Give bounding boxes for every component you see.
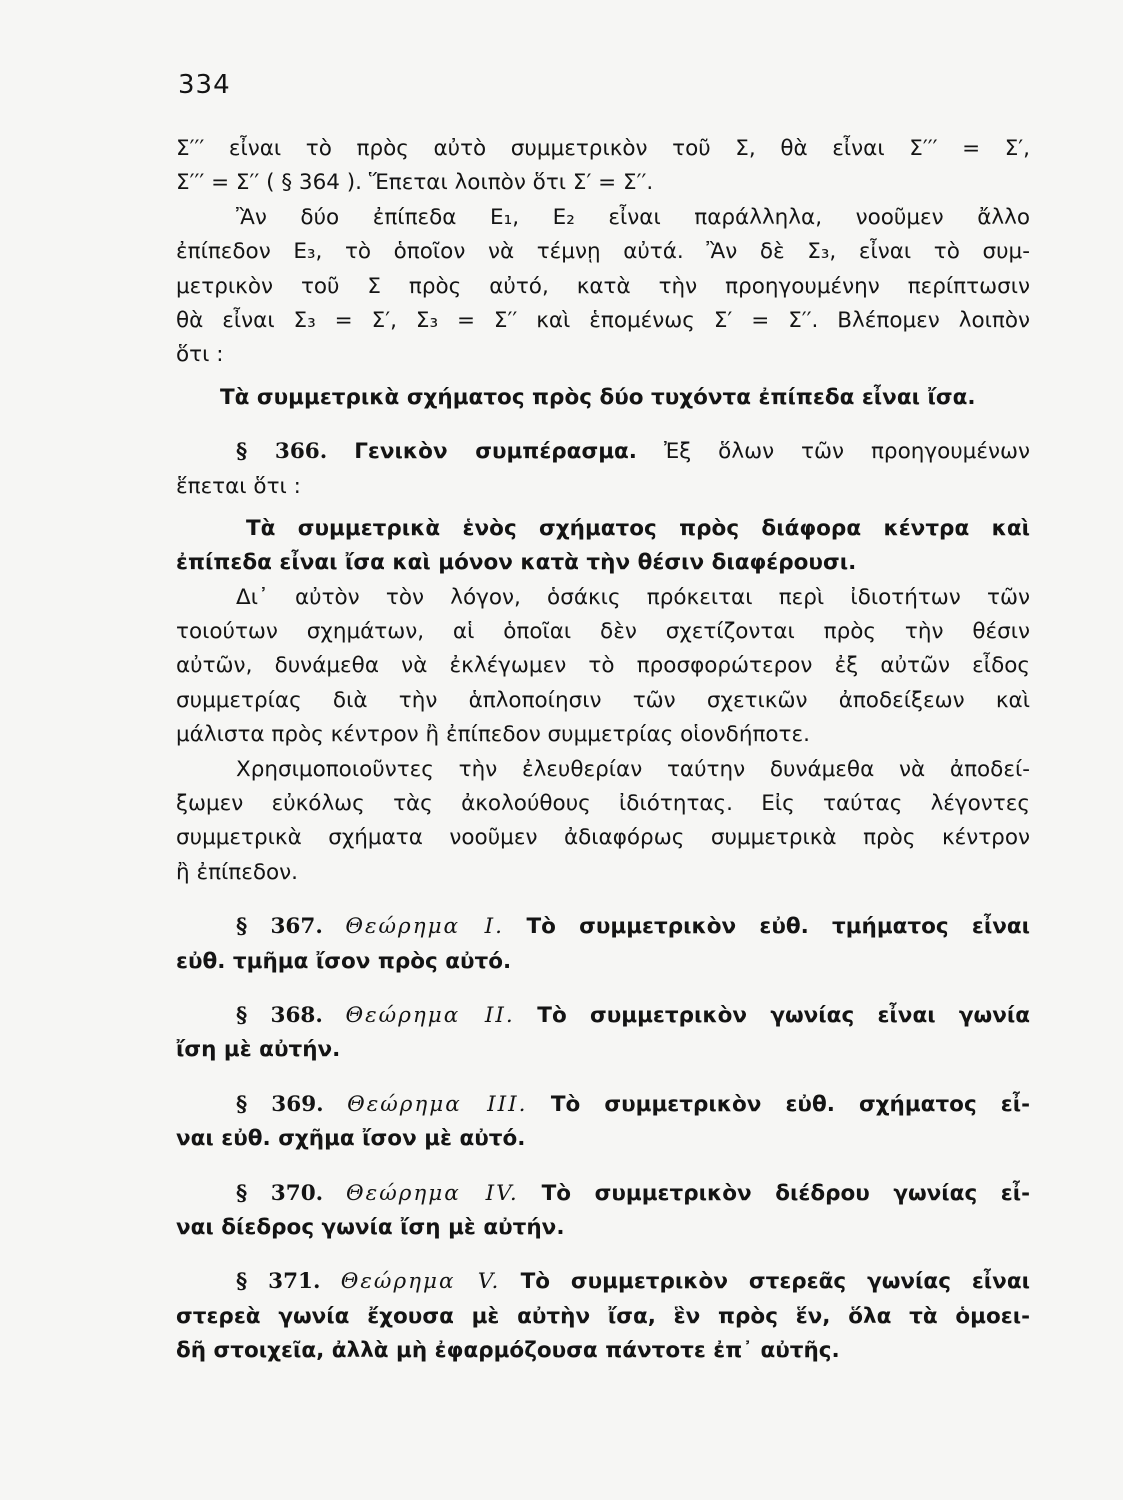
theorem-371-line (176, 1265, 1030, 1299)
theorem-label: Θεώρημα ΙΙ. (345, 1002, 515, 1028)
theorem-number: § 368. (236, 1002, 323, 1028)
theorem-370-line (176, 1177, 1030, 1211)
theorem-number: § 370. (236, 1180, 324, 1206)
text-line: συμμετρικὰ σχήματα νοοῦμεν ἀδιαφόρως συμμετρικὰ πρὸς κέντρον (176, 825, 1030, 851)
text-line: μετρικὸν τοῦ Σ πρὸς αὐτό, κατὰ τὴν προηγουμένην περίπτωσιν (176, 273, 1030, 299)
text-line: μάλιστα πρὸς κέντρον ἢ ἐπίπεδον συμμετρίας οἱονδήποτε. (176, 722, 810, 748)
theorem-text: εὐθ. τμῆμα ἴσον πρὸς αὐτό. (176, 948, 512, 974)
text-line: Δι᾽ αὐτὸν τὸν λόγον, ὁσάκις πρόκειται περὶ ἰδιοτήτων τῶν (236, 584, 1030, 610)
section-title: Γενικὸν συμπέρασμα. (354, 439, 637, 465)
text-line: Σ′′′ εἶναι τὸ πρὸς αὐτὸ συμμετρικὸν τοῦ Σ, θὰ εἶναι Σ′′′ = Σ′, (176, 136, 1030, 161)
theorem-368-line (176, 999, 1030, 1033)
theorem-367-line (176, 910, 1030, 944)
theorem-text: στερεὰ γωνία ἔχουσα μὲ αὐτὴν ἴσα, ἓν πρὸς ἕν, ὅλα τὰ ὁμοει- (176, 1303, 1030, 1329)
text-line: Ἂν δύο ἐπίπεδα Ε₁, Ε₂ εἶναι παράλληλα, νοοῦμεν ἄλλο (236, 204, 1030, 230)
text-line: ἐπίπεδον Ε₃, τὸ ὁποῖον νὰ τέμνῃ αὐτά. Ἂν δὲ Σ₃, εἶναι τὸ συμ- (176, 239, 1030, 265)
theorem-text: ἴση μὲ αὐτήν. (176, 1037, 341, 1063)
bold-statement: Τὰ συμμετρικὰ ἑνὸς σχήματος πρὸς διάφορα κέντρα καὶ (246, 515, 1030, 541)
theorem-number: § 367. (236, 914, 323, 940)
text-line: ἕπεται ὅτι : (176, 473, 301, 499)
section-text: Ἐξ ὅλων τῶν προηγουμένων (663, 439, 1030, 465)
text-line: τοιούτων σχημάτων, αἱ ὁποῖαι δὲν σχετίζονται πρὸς τὴν θέσιν (176, 619, 1030, 645)
text-line: ἢ ἐπίπεδον. (176, 859, 299, 885)
theorem-label: Θεώρημα V. (340, 1269, 501, 1295)
page-number: 334 (178, 70, 231, 100)
theorem-text: ναι δίεδρος γωνία ἴση μὲ αὐτήν. (176, 1214, 565, 1240)
theorem-label: Θεώρημα Ι. (345, 914, 504, 940)
theorem-text: δῆ στοιχεῖα, ἀλλὰ μὴ ἐφαρμόζουσα πάντοτε ἐπ᾽ αὐτῆς. (176, 1338, 840, 1364)
text-line: ξωμεν εὐκόλως τὰς ἀκολούθους ἰδιότητας. Εἰς ταύτας λέγοντες (176, 791, 1030, 817)
bold-statement: ἐπίπεδα εἶναι ἴσα καὶ μόνον κατὰ τὴν θέσιν διαφέρουσι. (176, 550, 857, 576)
theorem-number: § 371. (236, 1269, 321, 1295)
theorem-text: Τὸ συμμετρικὸν γωνίας εἶναι γωνία (537, 1002, 1030, 1028)
theorem-text: ναι εὐθ. σχῆμα ἴσον μὲ αὐτό. (176, 1126, 526, 1152)
theorem-text: Τὸ συμμετρικὸν στερεᾶς γωνίας εἶναι (520, 1269, 1030, 1295)
theorem-369-line (176, 1088, 1030, 1122)
theorem-number: § 369. (236, 1091, 324, 1117)
text-line: ὅτι : (176, 342, 224, 368)
section-366-heading (176, 435, 1030, 469)
text-line: Χρησιμοποιοῦντες τὴν ἐλευθερίαν ταύτην δυνάμεθα νὰ ἀποδεί- (236, 756, 1030, 782)
text-line: θὰ εἶναι Σ₃ = Σ′, Σ₃ = Σ′′ καὶ ἑπομένως Σ′ = Σ′′. Βλέπομεν λοιπὸν (176, 307, 1030, 333)
theorem-label: Θεώρημα ΙΙΙ. (347, 1091, 528, 1117)
page-body (176, 132, 1030, 1369)
theorem-text: Τὸ συμμετρικὸν διέδρου γωνίας εἶ- (541, 1180, 1030, 1206)
text-line: αὐτῶν, δυνάμεθα νὰ ἐκλέγωμεν τὸ προσφορώτερον ἐξ αὐτῶν εἶδος (176, 653, 1030, 679)
theorem-text: Τὸ συμμετρικὸν εὐθ. τμήματος εἶναι (526, 914, 1030, 940)
theorem-text: Τὸ συμμετρικὸν εὐθ. σχήματος εἶ- (550, 1091, 1030, 1117)
text-line: Σ′′′ = Σ′′ ( § 364 ). Ἕπεται λοιπὸν ὅτι Σ′ = Σ′′. (176, 170, 654, 196)
text-line: συμμετρίας διὰ τὴν ἁπλοποίησιν τῶν σχετικῶν ἀποδείξεων καὶ (176, 687, 1030, 713)
bold-statement: Τὰ συμμετρικὰ σχήματος πρὸς δύο τυχόντα ἐπίπεδα εἶναι ἴσα. (220, 384, 976, 410)
section-number: § 366. (236, 439, 328, 465)
theorem-label: Θεώρημα IV. (346, 1180, 519, 1206)
